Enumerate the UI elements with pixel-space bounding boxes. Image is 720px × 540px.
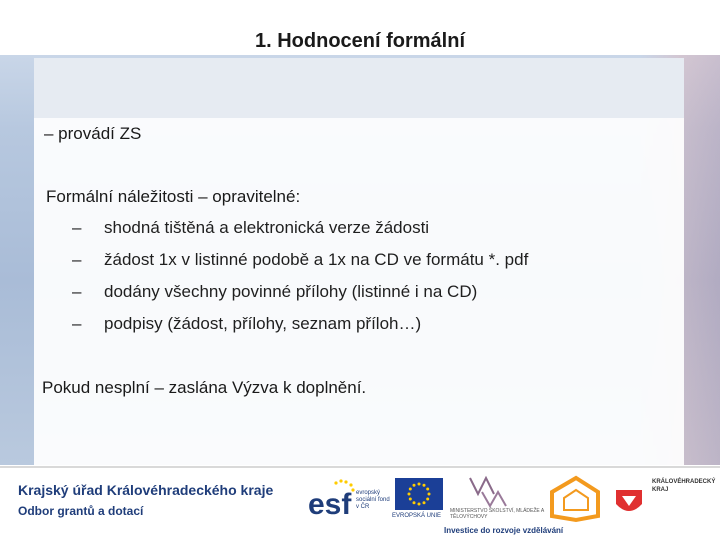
department-name: Odbor grantů a dotací — [18, 504, 144, 518]
slide-title: 1. Hodnocení formální — [254, 30, 466, 52]
list-item: dodány všechny povinné přílohy (listinné i na CD) — [104, 282, 478, 301]
list-item: žádost 1x v listinné podobě a 1x na CD ve formátu *. pdf — [104, 250, 529, 269]
list-item: shodná tištěná a elektronická verze žádosti — [104, 218, 430, 237]
organization-name: Krajský úřad Královéhradeckého kraje — [18, 482, 274, 498]
performer-line: – provádí ZS — [44, 124, 142, 143]
requirements-heading: Formální náležitosti – opravitelné: — [46, 187, 301, 206]
ministry-label: MINISTERSTVO ŠKOLSTVÍ, MLÁDEŽE A TĚLOVÝCHOVY — [450, 508, 544, 520]
bullet-dash: – — [72, 218, 82, 237]
op-program-logo — [548, 474, 604, 524]
eu-label: EVROPSKÁ UNIE — [392, 513, 442, 519]
closing-line: Pokud nesplní – zaslána Výzva k doplnění. — [42, 378, 367, 397]
bullet-dash: – — [72, 250, 82, 269]
kraj-emblem-icon — [612, 484, 646, 518]
bullet-dash: – — [72, 282, 82, 301]
organization-block — [18, 482, 273, 518]
eu-flag-icon — [395, 478, 443, 510]
footer-logo-bar — [0, 466, 720, 540]
list-item: podpisy (žádost, přílohy, seznam příloh…) — [104, 314, 422, 333]
esf-subtitle: evropský sociální fond v ČR — [356, 490, 390, 510]
esf-logo-text: esf — [308, 488, 352, 521]
region-label: KRÁLOVÉHRADECKÝ KRAJ — [652, 479, 716, 493]
bullet-dash: – — [72, 314, 82, 333]
investment-slogan: Investice do rozvoje vzdělávání — [444, 526, 564, 535]
content-header-strip — [34, 58, 684, 118]
